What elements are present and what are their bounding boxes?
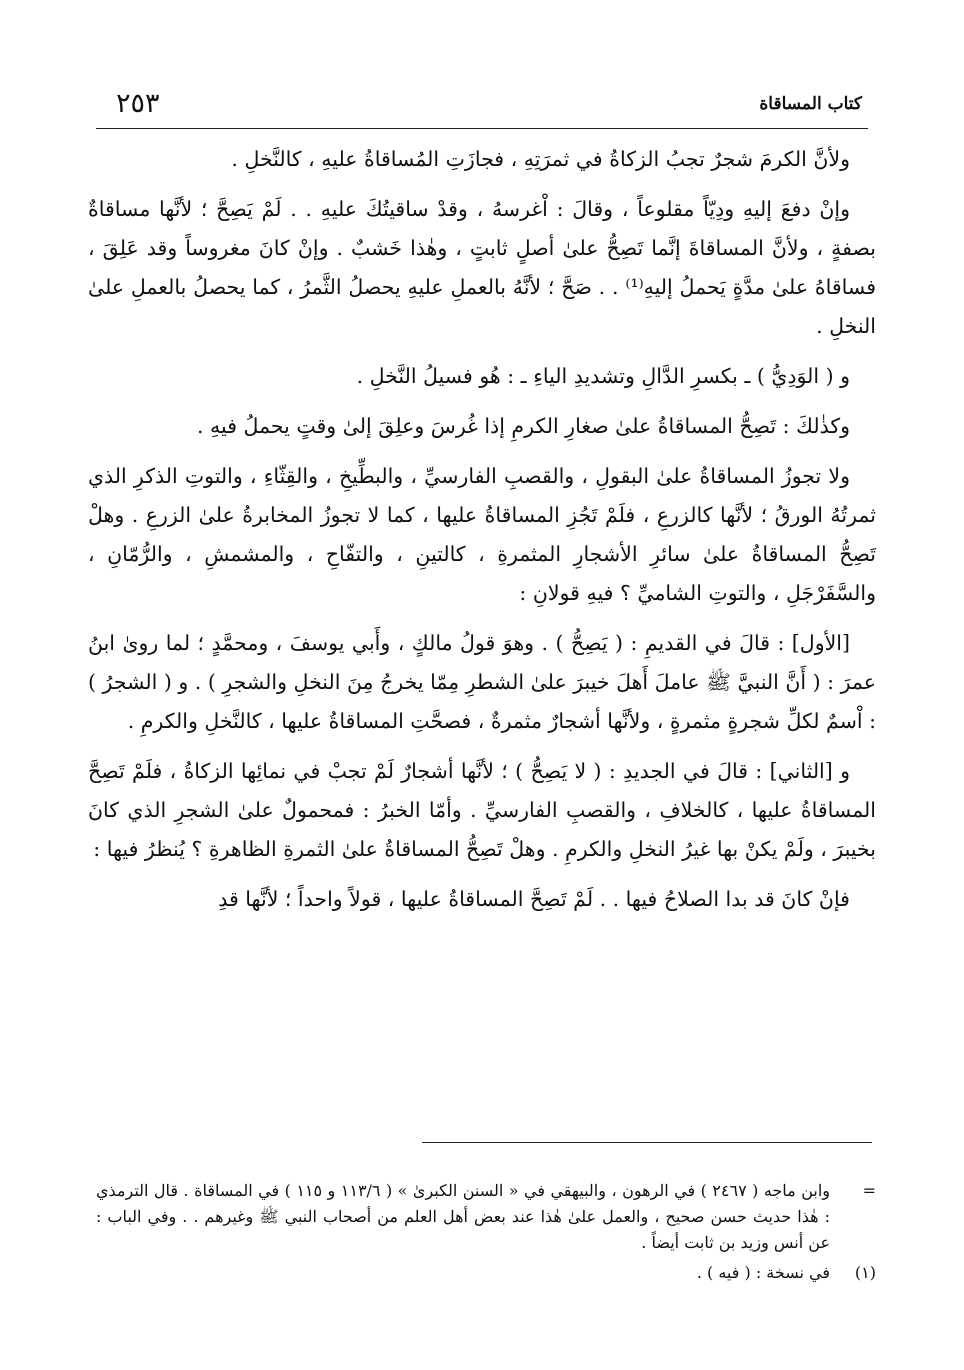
footnote-divider [422, 1142, 872, 1143]
footnote-text: في نسخة : ( فيه ) . [696, 1263, 830, 1282]
footnote-text: وابن ماجه ( ٢٤٦٧ ) في الرهون ، والبيهقي في « السنن الكبرىٰ » ( ١١٣/٦ و ١١٥ ) في المساقاة . قال الترمذي : هٰذا حديث حسن صحيح ، والعمل علىٰ هٰذا عند بعض أهل العلم من أصحاب النبي ﷺ وغيرهم . . وفي الباب : عن أنس وزيد بن ثابت أيضاً . [96, 1181, 830, 1252]
paragraph: و [الثاني] : قالَ في الجديدِ : ( لا يَصِحُّ ) ؛ لأنَّها أشجارٌ لَمْ تجبْ في نمائِها الزكاةُ ، فلَمْ تَصِحَّ المساقاةُ عليها ، كالخلافِ ، والقصبِ الفارسيِّ . وأمّا الخبرُ : فمحمولٌ علىٰ الشجرِ الذي كانَ بخيبرَ ، ولَمْ يكنْ بها غيرُ النخلِ والكرمِ . وهلْ تَصِحُّ المساقاةُ علىٰ الثمرةِ الظاهرةِ ؟ يُنظرُ فيها : [88, 759, 876, 861]
main-text [88, 140, 876, 930]
footnote [96, 1178, 876, 1256]
footnote-marker: (١) [854, 1263, 876, 1282]
paragraph: ولأنَّ الكرمَ شجرٌ تجبُ الزكاةُ في ثمرَتِهِ ، فجازَتِ المُساقاةُ عليهِ ، كالنَّخلِ . [231, 147, 850, 171]
footnote [96, 1260, 876, 1286]
book-title: كتاب المساقاة [759, 94, 862, 114]
page-header [96, 88, 868, 128]
header-divider [96, 128, 868, 129]
footnote-marker: = [862, 1181, 876, 1200]
paragraph: فإنْ كانَ قد بدا الصلاحُ فيها . . لَمْ تَصِحَّ المساقاةُ عليها ، قولاً واحداً ؛ لأنَّها قدِ [218, 887, 850, 911]
paragraph: ولا تجوزُ المساقاةُ علىٰ البقولِ ، والقصبِ الفارسيِّ ، والبطِّيخِ ، والقِثّاءِ ، والتوتِ الذكرِ الذي ثمرتُهُ الورقُ ؛ لأنَّها كالزرعِ ، فلَمْ تَجُزِ المساقاةُ عليها ، كما لا تجوزُ المخابرةُ علىٰ الزرعِ . وهلْ تَصِحُّ المساقاةُ علىٰ سائرِ الأشجارِ المثمرةِ ، كالتينِ ، والتفّاحِ ، والمشمشِ ، والرُّمّانِ ، والسَّفَرْجَلِ ، والتوتِ الشاميِّ ؟ فيهِ قولانِ : [88, 464, 876, 605]
footnotes [96, 1178, 876, 1286]
paragraph: وإنْ دفعَ إليهِ ودِيّاً مقلوعاً ، وقالَ : اْغرسهُ ، وقدْ ساقيتُكَ عليهِ . . لَمْ يَصِحَّ ؛ لأنَّها مساقاةٌ بصفةٍ ، ولأنَّ المساقاةَ إنَّما تَصِحُّ علىٰ أصلٍ ثابتٍ ، وهٰذا خَشبٌ . وإنْ كانَ مغروساً وقد عَلِقَ ، فساقاهُ علىٰ مدَّةٍ يَحملُ إليهِ⁽¹⁾ . . صَحَّ ؛ لأنَّهُ بالعملِ عليهِ يحصلُ الثَّمرُ ، كما يحصلُ بالعملِ علىٰ النخلِ . [88, 197, 876, 338]
page-number: ٢٥٣ [116, 88, 160, 119]
paragraph: و ( الوَدِيُّ ) ـ بكسرِ الدَّالِ وتشديدِ الياءِ ـ : هُو فسيلُ النَّخلِ . [356, 364, 850, 388]
paragraph: [الأول] : قالَ في القديمِ : ( يَصِحُّ ) . وهوَ قولُ مالكٍ ، وأَبي يوسفَ ، ومحمَّدٍ ؛ لما روىٰ ابنُ عمرَ : ( أَنَّ النبيَّ ﷺ عاملَ أَهلَ خيبرَ علىٰ الشطرِ مِمّا يخرجُ مِنَ النخلِ والشجرِ ) . و ( الشجرُ ) : اْسمٌ لكلِّ شجرةٍ مثمرةٍ ، ولأنَّها أشجارٌ مثمرةٌ ، فصحَّتِ المساقاةُ عليها ، كالنَّخلِ والكرمِ . [88, 631, 876, 733]
paragraph: وكذٰلكَ : تَصِحُّ المساقاةُ علىٰ صغارِ الكرمِ إذا غُرسَ وعلِقَ إلىٰ وقتٍ يحملُ فيهِ . [197, 414, 850, 438]
